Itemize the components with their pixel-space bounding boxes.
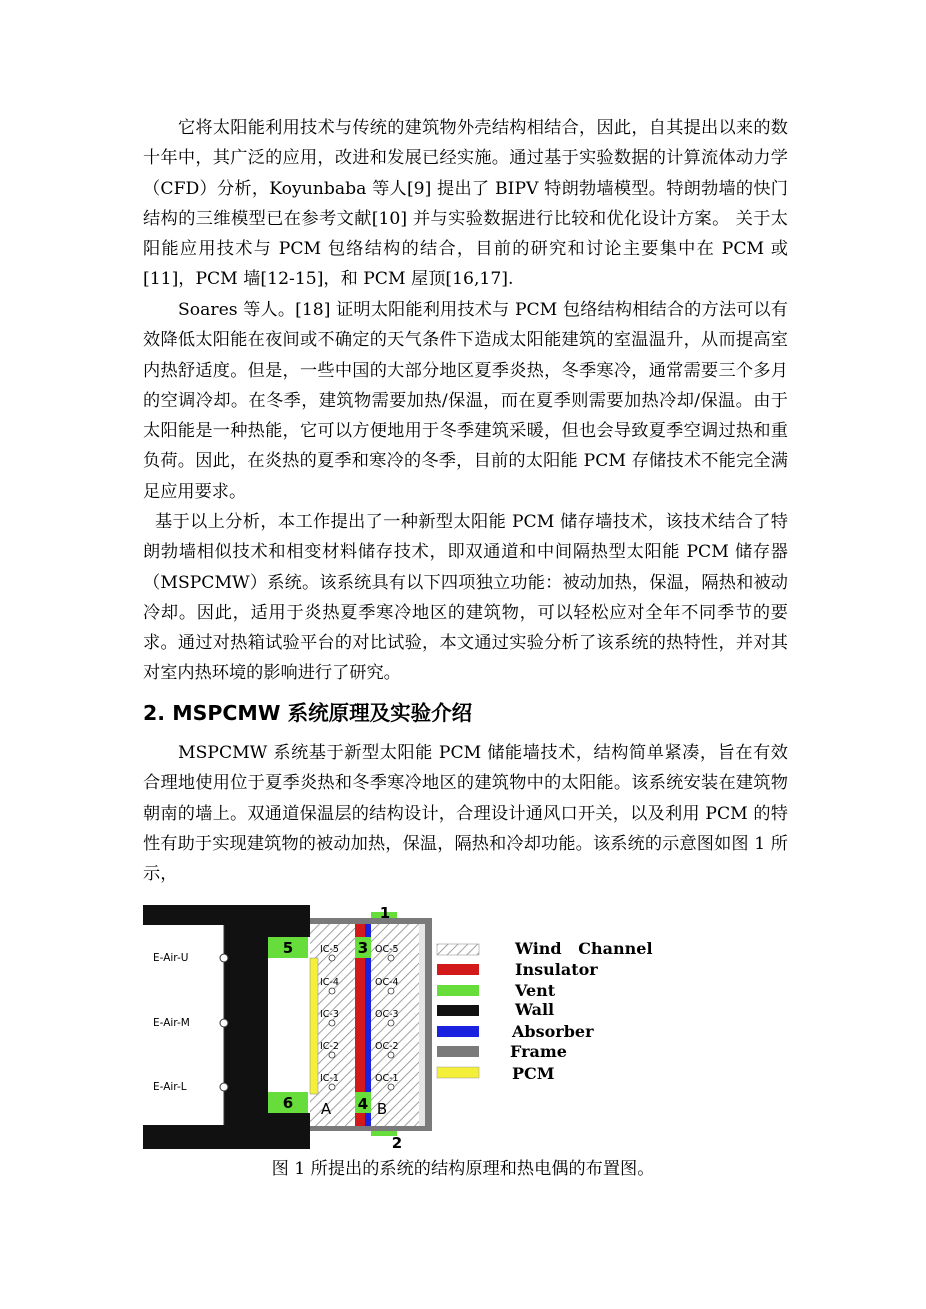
vent-label-4: 4: [357, 1095, 369, 1113]
legend-label-vent: Vent: [515, 981, 556, 1000]
figure-1-diagram: [140, 905, 720, 1150]
legend-label-wind-channel: Wind Channel: [515, 939, 653, 958]
figure-legend: [437, 939, 653, 1083]
vent-label-1: 1: [379, 905, 391, 922]
legend-swatch-absorber: [437, 1026, 479, 1037]
vent-label-5: 5: [282, 939, 294, 957]
paragraph-intro: 它将太阳能利用技术与传统的建筑物外壳结构相结合，因此，自其提出以来的数十年中，其广泛的应用，改进和发展已经实施。通过基于实验数据的计算流体动力学（CFD）分析，Koyunbaba 等人[9] 提出了 BIPV 特朗勃墙模型。特朗勃墙的快门结构的三维模型已在参考文献[10] 并与实验数据进行比较和优化设计方案。 关于太阳能应用技术与 PCM 包络结构的结合，目前的研究和讨论主要集中在 PCM 或[11]，PCM 墙[12-15]，和 PCM 屋顶[16,17].: [143, 118, 788, 290]
vent-label-3: 3: [357, 939, 369, 957]
sensor-label-u: E-Air-U: [153, 952, 189, 964]
ic-sensor-label: IC-4: [320, 977, 339, 988]
wall-top: [143, 905, 310, 925]
system-schematic: [140, 905, 720, 1150]
ic-sensor-label: IC-3: [320, 1009, 339, 1020]
vent-label-2: 2: [391, 1134, 403, 1150]
legend-label-insulator: Insulator: [515, 960, 598, 979]
frame-top: [310, 918, 432, 924]
legend-swatch-pcm: [437, 1067, 479, 1078]
sensor-point: [220, 1019, 228, 1027]
legend-swatch-wall: [437, 1005, 479, 1016]
ic-sensor-label: IC-5: [320, 944, 339, 955]
oc-sensor-label: OC-1: [375, 1073, 399, 1084]
oc-sensor-label: OC-5: [375, 944, 399, 955]
wall-body: [224, 925, 268, 1125]
channel-label-b: B: [376, 1100, 388, 1118]
legend-swatch-insulator: [437, 964, 479, 975]
frame-right: [425, 918, 432, 1131]
sensor-point: [220, 954, 228, 962]
sensor-label-l: E-Air-L: [153, 1081, 187, 1093]
legend-swatch-frame: [437, 1046, 479, 1057]
oc-sensor-label: OC-4: [375, 977, 399, 988]
paragraph-soares: Soares 等人。[18] 证明太阳能利用技术与 PCM 包络结构相结合的方法可以有效降低太阳能在夜间或不确定的天气条件下造成太阳能建筑的室温温升，从而提高室内热舒适度。但是，一些中国的大部分地区夏季炎热，冬季寒冷，通常需要三个多月的空调冷却。在冬季，建筑物需要加热/保温，而在夏季则需要加热冷却/保温。由于太阳能是一种热能，它可以方便地用于冬季建筑采暖，但也会导致夏季空调过热和重负荷。因此，在炎热的夏季和寒冷的冬季，目前的太阳能 PCM 存储技术不能完全满足应用要求。: [143, 300, 788, 502]
legend-label-absorber: Absorber: [512, 1022, 594, 1041]
legend-label-wall: Wall: [515, 1000, 555, 1019]
legend-label-frame: Frame: [510, 1042, 567, 1061]
oc-sensor-label: OC-2: [375, 1041, 399, 1052]
channel-label-a: A: [320, 1100, 332, 1118]
paragraph-proposal: 基于以上分析，本工作提出了一种新型太阳能 PCM 储存墙技术，该技术结合了特朗勃墙相似技术和相变材料储存技术，即双通道和中间隔热型太阳能 PCM 储存器（MSPCMW）系统。该系统具有以下四项独立功能：被动加热，保温，隔热和被动冷却。因此，适用于炎热夏季寒冷地区的建筑物，可以轻松应对全年不同季节的要求。通过对热箱试验平台的对比试验，本文通过实验分析了该系统的热特性，并对其对室内热环境的影响进行了研究。: [143, 512, 788, 684]
frame-bottom: [310, 1126, 432, 1131]
sensor-point: [220, 1083, 228, 1091]
legend-label-pcm: PCM: [512, 1064, 555, 1083]
legend-swatch-wind-channel: [437, 944, 479, 955]
figure-caption: 图 1 所提出的系统的结构原理和热电偶的布置图。: [271, 1159, 655, 1179]
wall-bottom: [143, 1125, 310, 1149]
legend-swatch-vent: [437, 985, 479, 996]
vent-label-6: 6: [282, 1094, 294, 1112]
paragraph-system: MSPCMW 系统基于新型太阳能 PCM 储能墙技术，结构简单紧凑，旨在有效合理地使用位于夏季炎热和冬季寒冷地区的建筑物中的太阳能。该系统安装在建筑物朝南的墙上。双通道保温层的结构设计，合理设计通风口开关，以及利用 PCM 的特性有助于实现建筑物的被动加热，保温，隔热和冷却功能。该系统的示意图如图 1 所示，: [143, 743, 788, 885]
ic-sensor-label: IC-2: [320, 1041, 339, 1052]
sensor-label-m: E-Air-M: [153, 1017, 190, 1029]
ic-sensor-label: IC-1: [320, 1073, 339, 1084]
pcm-layer: [310, 958, 318, 1094]
section-heading: 2. MSPCMW 系统原理及实验介绍: [143, 701, 473, 725]
oc-sensor-label: OC-3: [375, 1009, 399, 1020]
